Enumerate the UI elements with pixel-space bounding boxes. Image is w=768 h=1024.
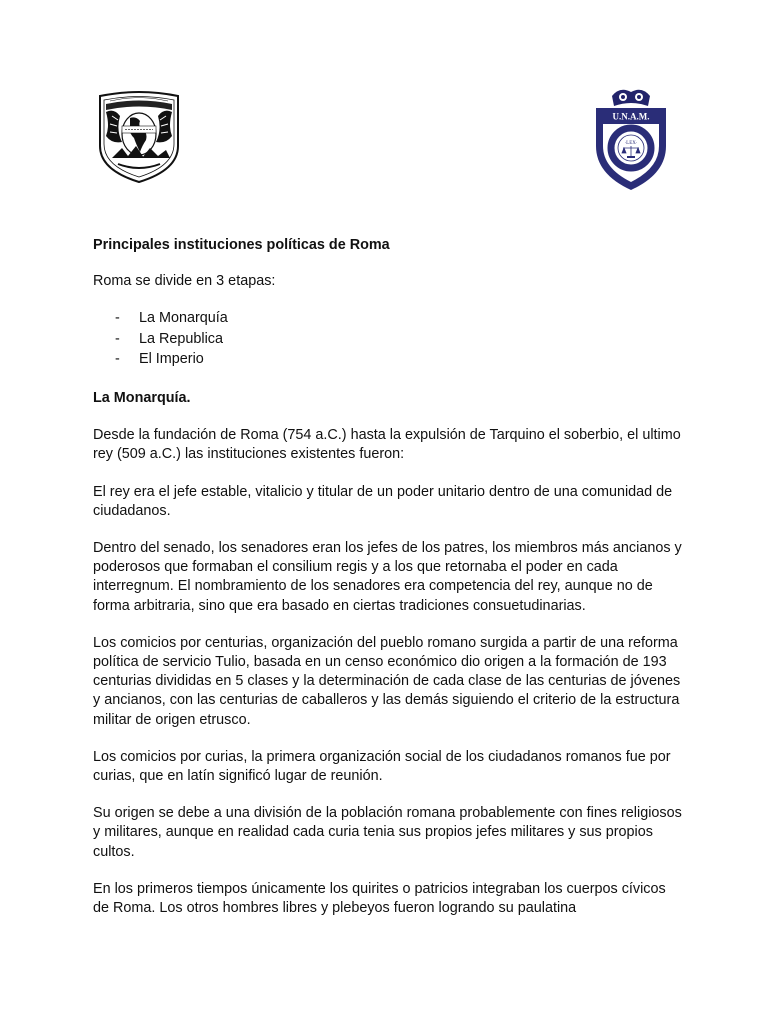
paragraph: En los primeros tiempos únicamente los quirites o patricios integraban los cuerpos cívicos de Roma. Los otros hombres libres y plebeyos fueron logrando su paulatina [93, 880, 666, 916]
facultad-derecho-shield-icon [590, 86, 672, 192]
list-marker: - [115, 310, 120, 327]
unam-seal-icon [92, 86, 186, 186]
etapas-list [93, 309, 683, 371]
paragraph: Dentro del senado, los senadores eran los jefes de los patres, los miembros más ancianos y poderosos que formaban el consilium regis y a los que retornaba el poder en cada interregnum. El nombramiento de los senadores era competencia del rey, aunque no de forma arbitraria, sino que era basado en ciertas tradiciones consuetudinarias. [93, 539, 682, 614]
list-marker: - [115, 330, 120, 347]
list-item [93, 330, 683, 351]
paragraph: Los comicios por curias, la primera organización social de los ciudadanos romanos fue por curias, que en latín significó lugar de reunión. [93, 748, 671, 784]
paragraph: Su origen se debe a una división de la población romana probablemente con fines religiosos y militares, aunque en realidad cada curia tenia sus propios jefes militares y sus propios cultos. [93, 805, 682, 860]
paragraph: Desde la fundación de Roma (754 a.C.) hasta la expulsión de Tarquino el soberbio, el ultimo rey (509 a.C.) las instituciones existentes fueron: [93, 427, 681, 463]
document-body [93, 236, 683, 936]
unam-top-text: U.N.A.M. [612, 111, 650, 122]
list-item-label: La Republica [139, 330, 224, 347]
svg-text:·LEX·: ·LEX· [624, 141, 638, 146]
list-marker: - [115, 351, 120, 368]
list-item-label: La Monarquía [139, 310, 228, 327]
list-item [93, 350, 683, 371]
document-title: Principales instituciones políticas de Roma [93, 237, 390, 253]
paragraph: El rey era el jefe estable, vitalicio y titular de un poder unitario dentro de una comunidad de ciudadanos. [93, 483, 673, 519]
section-heading: La Monarquía. [93, 389, 191, 406]
intro-text: Roma se divide en 3 etapas: [93, 273, 276, 290]
list-item-label: El Imperio [139, 351, 204, 368]
paragraph: Los comicios por centurias, organización del pueblo romano surgida a partir de una reforma política de servicio Tulio, basada en un censo económico dio origen a la formación de 193 centurias divididas en 5 clases y la determinación de cada clase de las centurias de jóvenes y ancianos, con las centurias de caballeros y las demás siguiendo el criterio de la estructura militar de origen etrusco. [93, 634, 681, 728]
list-item [93, 309, 683, 330]
